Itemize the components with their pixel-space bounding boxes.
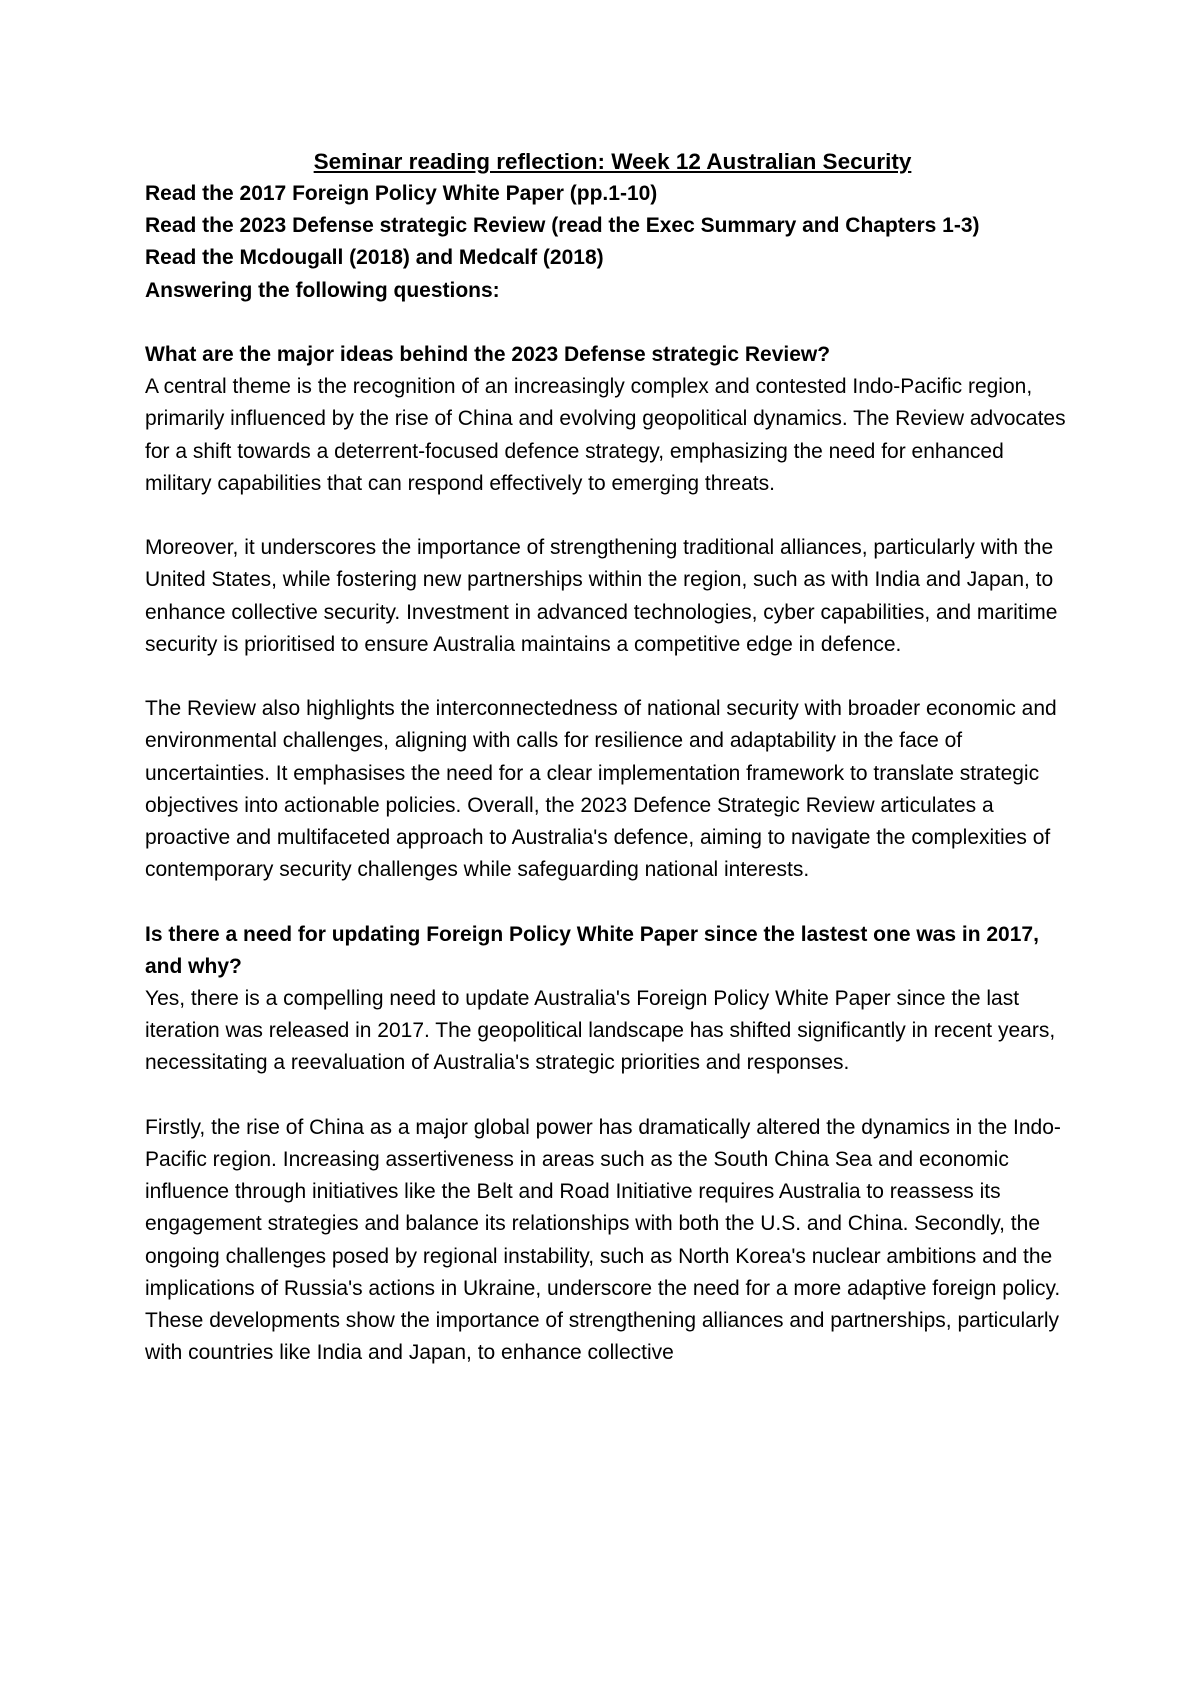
document-title: Seminar reading reflection: Week 12 Australian Security [313,149,912,174]
spacer [145,500,1070,532]
spacer [145,1080,1070,1112]
spacer [145,307,1070,339]
spacer [145,886,1070,918]
instruction-line: Read the 2017 Foreign Policy White Paper (pp.1-10) [145,182,658,205]
answer-paragraph: Moreover, it underscores the importance of strengthening traditional alliances, particularly with the United States, while fostering new partnerships within the region, such as with India and Japan, to enhance collective security. Investment in advanced technologies, cyber capabilities, and maritime security is prioritised to ensure Australia maintains a competitive edge in defence. [145,536,1058,656]
answer-paragraph: Yes, there is a compelling need to update Australia's Foreign Policy White Paper since the last iteration was released in 2017. The geopolitical landscape has shifted significantly in recent years, necessitating a reevaluation of Australia's strategic priorities and responses. [145,987,1056,1075]
instruction-line: Read the 2023 Defense strategic Review (read the Exec Summary and Chapters 1-3) [145,214,980,238]
instruction-line: Read the Mcdougall (2018) and Medcalf (2018) [145,246,604,270]
instruction-line: Answering the following questions: [145,278,500,302]
answer-paragraph: Firstly, the rise of China as a major global power has dramatically altered the dynamics in the Indo-Pacific region. Increasing assertiveness in areas such as the South China Sea and economic influence through initiatives like the Belt and Road Initiative requires Australia to reassess its engagement strategies and balance its relationships with both the U.S. and China. Secondly, the ongoing challenges posed by regional instability, such as North Korea's nuclear ambitions and the implications of Russia's actions in Ukraine, underscore the need for a more adaptive foreign policy. These developments show the importance of strengthening alliances and partnerships, particularly with countries like India and Japan, to enhance collective [145,1115,1061,1365]
question-1-section [145,339,1070,886]
spacer [145,661,1070,693]
document-page [145,146,1070,1369]
question-1-heading: What are the major ideas behind the 2023 Defense strategic Review? [145,343,831,366]
answer-paragraph: A central theme is the recognition of an increasingly complex and contested Indo-Pacific region, primarily influenced by the rise of China and evolving geopolitical dynamics. The Review advocates for a shift towards a deterrent-focused defence strategy, emphasizing the need for enhanced military capabilities that can respond effectively to emerging threats. [145,375,1066,495]
answer-paragraph: The Review also highlights the interconnectedness of national security with broader economic and environmental challenges, aligning with calls for resilience and adaptability in the face of uncertainties. It emphasises the need for a clear implementation framework to translate strategic objectives into actionable policies. Overall, the 2023 Defence Strategic Review articulates a proactive and multifaceted approach to Australia's defence, aiming to navigate the complexities of contemporary security challenges while safeguarding national interests. [145,697,1057,882]
question-2-section [145,919,1070,1370]
reading-instructions [145,178,1070,307]
question-2-heading: Is there a need for updating Foreign Policy White Paper since the lastest one was in 2017, and why? [145,922,1039,978]
